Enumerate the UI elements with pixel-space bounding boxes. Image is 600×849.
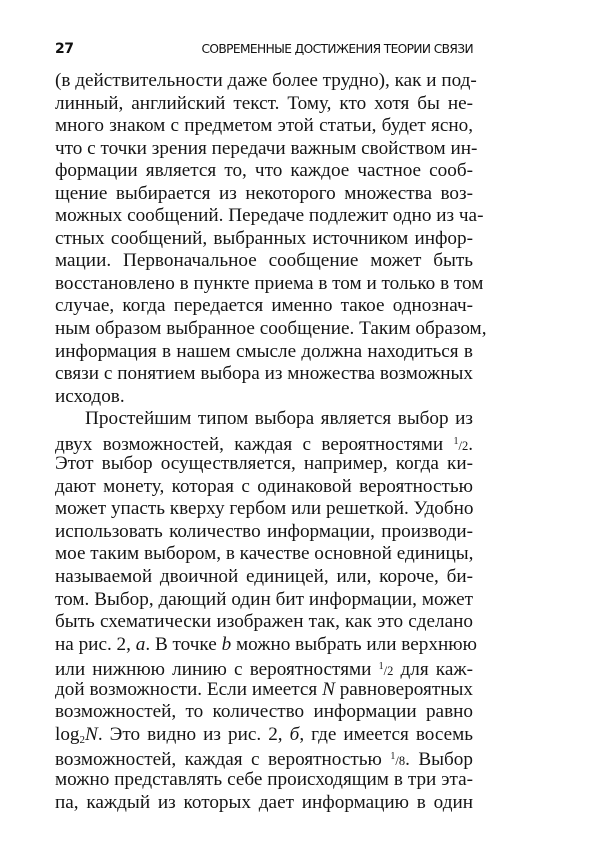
figure-ref-b: б [289, 723, 300, 745]
text-line: использовать количество информации, производи- [55, 520, 473, 542]
text-line: дают монету, которая с одинаковой вероятностью [55, 475, 473, 497]
point-b: b [221, 633, 232, 655]
body-text [55, 70, 487, 814]
text-line: восстановлено в пункте приема в том и только в том [55, 272, 484, 294]
text-line: ным образом выбранное сообщение. Таким образом, [55, 318, 487, 340]
text-run: . Выбор [405, 749, 473, 771]
text-run: можно выбрать или верхнюю [231, 633, 477, 655]
text-line: быть схематически изображен так, как это сделано [55, 611, 473, 633]
variable-n: N [85, 723, 98, 745]
text-line: том. Выбор, дающий один бит информации, может [55, 588, 473, 610]
text-line: можно представлять себе происходящим в три эта- [55, 768, 473, 790]
text-line: па, каждый из которых дает информацию в один [55, 791, 473, 813]
text-line [55, 679, 473, 702]
running-header [55, 40, 473, 60]
text-line: связи с понятием выбора из множества возможных [55, 363, 473, 385]
text-line [55, 656, 473, 679]
text-line: Этот выбор осуществляется, например, когда ки- [55, 453, 473, 475]
text-line [55, 633, 477, 657]
text-line [55, 746, 473, 769]
text-run: . В точке [145, 633, 222, 655]
text-run: для каж- [393, 659, 474, 681]
text-line: формации является то, что каждое частное сооб- [55, 160, 473, 182]
text-run: . Это видно из рис. 2, [97, 723, 290, 745]
text-line [55, 724, 473, 747]
running-title: СОВРЕМЕННЫЕ ДОСТИЖЕНИЯ ТЕОРИИ СВЯЗИ [201, 42, 473, 56]
fraction-one-half: $^1$/2 [453, 435, 469, 453]
text-line: информация в нашем смысле должна находиться в [55, 340, 473, 362]
text-run: дой возможности. Если имеется [55, 678, 323, 700]
variable-n: N [322, 678, 335, 700]
text-line: мое таким выбором, в качестве основной единицы, [55, 543, 474, 565]
text-line: щение выбирается из некоторого множества воз- [55, 182, 473, 204]
text-run: возможностей, каждая с вероятностью [55, 749, 391, 771]
fraction-one-eighth: $^1$/8 [390, 751, 406, 769]
text-line: может упасть кверху гербом или решеткой. Удобно [55, 498, 474, 520]
log-base: 2 [79, 733, 86, 746]
text-line: случае, когда передается именно такое однознач- [55, 295, 473, 317]
text-line: Простейшим типом выбора является выбор из [85, 408, 473, 430]
page-number: 27 [55, 41, 74, 57]
text-line: двух возможностей, каждая с вероятностями $^1$/2. [55, 433, 473, 455]
text-line: что с точки зрения передачи важным свойством ин- [55, 137, 478, 159]
text-run: на рис. 2, [55, 633, 136, 655]
text-run: двух возможностей, каждая с вероятностями [55, 433, 454, 455]
text-line: мации. Первоначальное сообщение может быть [55, 250, 473, 272]
text-line: линный, английский текст. Тому, кто хотя бы не- [55, 92, 473, 114]
text-line: возможностей, то количество информации равно [55, 701, 473, 723]
text-run: или нижнюю линию с вероятностями [55, 659, 379, 681]
text-line: стных сообщений, выбранных источником инфор- [55, 227, 473, 249]
text-line: можных сообщений. Передаче подлежит одно из ча- [55, 205, 484, 227]
text-line: называемой двоичной единицей, или, короче, би- [55, 566, 473, 588]
text-run: равновероятных [334, 678, 473, 700]
text-line: много знаком с предметом этой статьи, будет ясно, [55, 115, 473, 137]
fraction-one-half: $^1$/2 [378, 661, 394, 679]
log-function: log [55, 723, 80, 745]
text-line: (в действительности даже более трудно), как и под- [55, 70, 477, 91]
text-line: исходов. [55, 385, 125, 407]
figure-ref-a: а [135, 633, 146, 655]
text-run: , где имеется восемь [299, 723, 473, 745]
